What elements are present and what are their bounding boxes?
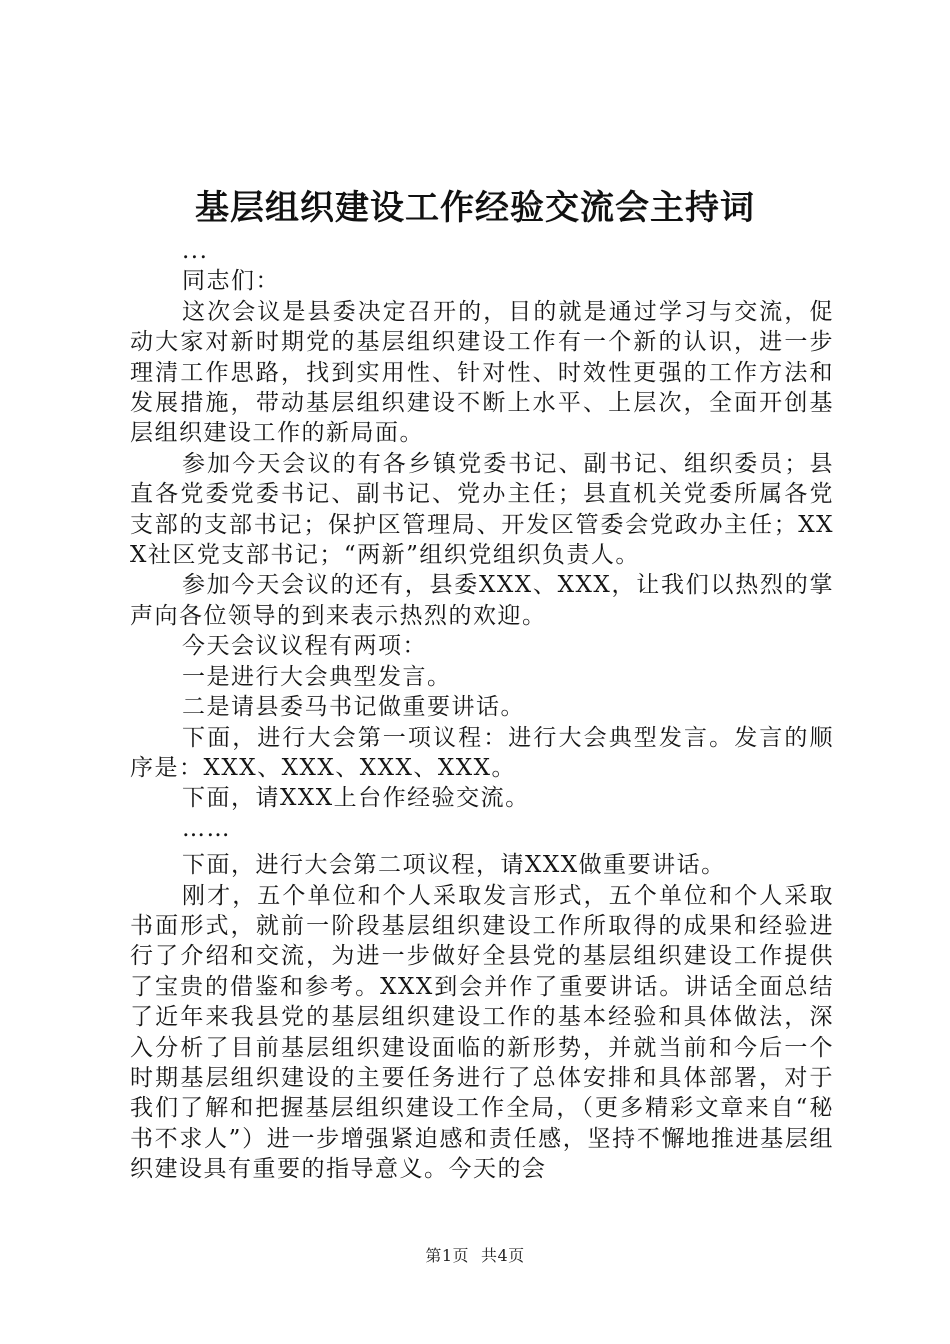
page-total: 共4页 bbox=[481, 1246, 525, 1265]
document-body bbox=[130, 236, 834, 1185]
paragraph-attendees: 参加今天会议的有各乡镇党委书记、副书记、组织委员；县直各党委党委书记、副书记、党办主任；县直机关党委所属各党支部的支部书记；保护区管理局、开发区管委会党政办主任；XXX社区党支部书记；“两新”组织党组织负责人。 bbox=[130, 450, 834, 569]
paragraph-leaders: 参加今天会议的还有，县委XXX、XXX，让我们以热烈的掌声向各位领导的到来表示热烈的欢迎。 bbox=[130, 572, 834, 629]
paragraph-ellipsis-2: …… bbox=[182, 815, 231, 842]
paragraph-ellipsis: ... bbox=[182, 238, 209, 264]
paragraph-first-agenda: 下面，进行大会第一项议程：进行大会典型发言。发言的顺序是：XXX、XXX、XXX、XXX。 bbox=[130, 724, 834, 781]
paragraph-agenda-intro: 今天会议议程有两项： bbox=[182, 633, 427, 660]
paragraph-greeting: 同志们： bbox=[182, 268, 280, 295]
paragraph-summary: 刚才，五个单位和个人采取发言形式，五个单位和个人采取书面形式，就前一阶段基层组织建设工作所取得的成果和经验进行了介绍和交流，为进一步做好全县党的基层组织建设工作提供了宝贵的借鉴和参考。XXX到会并作了重要讲话。讲话全面总结了近年来我县党的基层组织建设工作的基本经验和具体做法，深入分析了目前基层组织建设面临的新形势，并就当前和今后一个时期基层组织建设的主要任务进行了总体安排和具体部署，对于我们了解和把握基层组织建设工作全局，（更多精彩文章来自“秘书不求人”）进一步增强紧迫感和责任感，坚持不懈地推进基层组织建设具有重要的指导意义。今天的会 bbox=[130, 882, 834, 1183]
paragraph-second-agenda: 下面，进行大会第二项议程，请XXX做重要讲话。 bbox=[182, 852, 726, 879]
paragraph-purpose: 这次会议是县委决定召开的，目的就是通过学习与交流，促动大家对新时期党的基层组织建设工作有一个新的认识，进一步理清工作思路，找到实用性、针对性、时效性更强的工作方法和发展措施，带动基层组织建设不断上水平、上层次，全面开创基层组织建设工作的新局面。 bbox=[130, 298, 834, 447]
paragraph-agenda-item-2: 二是请县委马书记做重要讲话。 bbox=[182, 694, 525, 721]
paragraph-agenda-item-1: 一是进行大会典型发言。 bbox=[182, 663, 452, 690]
paragraph-invite-speaker: 下面，请XXX上台作经验交流。 bbox=[182, 785, 530, 812]
document-title: 基层组织建设工作经验交流会主持词 bbox=[195, 188, 755, 228]
page-footer bbox=[0, 1246, 950, 1266]
page-number: 第1页 bbox=[425, 1246, 469, 1265]
